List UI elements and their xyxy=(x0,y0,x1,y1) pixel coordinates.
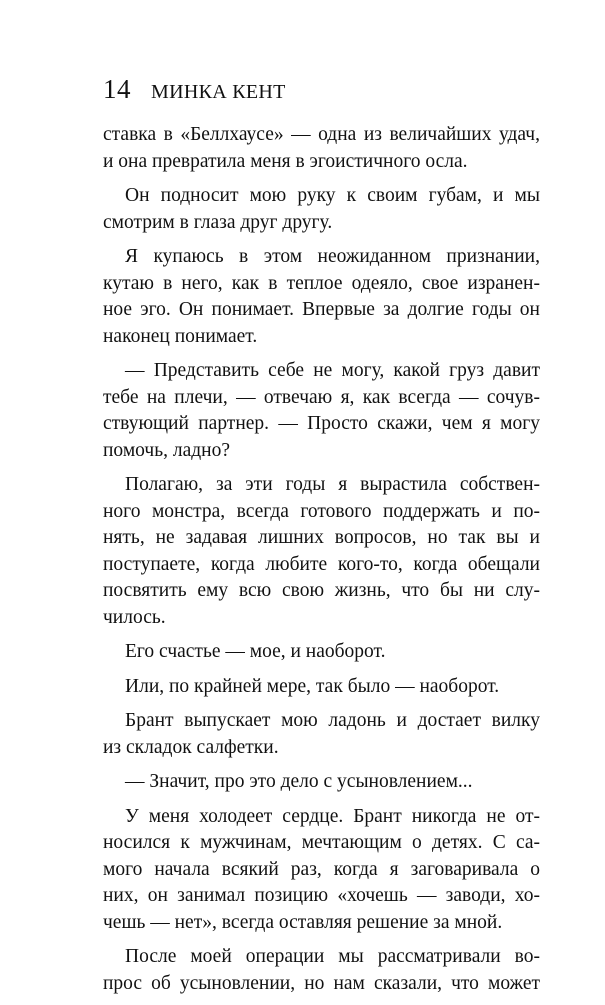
text-line: мого начала всякий раз, когда я заговаривала о xyxy=(103,858,540,880)
paragraph-5 xyxy=(103,472,540,631)
author-name: МИНКА КЕНТ xyxy=(151,81,286,103)
paragraph-3 xyxy=(103,244,540,350)
paragraph-2 xyxy=(103,183,540,236)
text-line: и она превратила меня в эгоистичного осла. xyxy=(103,150,468,172)
text-line: прос об усыновлении, но нам сказали, что может xyxy=(103,972,540,994)
text-line: Полагаю, за эти годы я вырастила собствен- xyxy=(125,474,540,495)
text-line: чилось. xyxy=(103,606,166,628)
text-line: — Представить себе не могу, какой груз давит xyxy=(125,360,540,381)
paragraph-10 xyxy=(103,804,540,937)
text-line: помочь, ладно? xyxy=(103,439,230,461)
text-line: кутаю в него, как в теплое одеяло, свое изранен- xyxy=(103,272,540,294)
paragraph-1 xyxy=(103,122,540,175)
text-line: них, он занимал позицию «хочешь — заводи, хо- xyxy=(103,885,540,906)
text-line: Его счастье — мое, и наоборот. xyxy=(125,641,386,662)
text-line: Или, по крайней мере, так было — наоборот. xyxy=(125,675,500,697)
paragraph-4 xyxy=(103,358,540,464)
text-line: поступаете, когда любите кого-то, когда обещали xyxy=(103,553,540,575)
text-line: ставка в «Беллхаусе» — одна из величайших удач, xyxy=(103,124,540,145)
paragraph-7 xyxy=(103,674,540,701)
text-line: смотрим в глаза друг другу. xyxy=(103,211,333,233)
text-line: После моей операции мы рассматривали во- xyxy=(125,946,540,967)
text-line: ное эго. Он понимает. Впервые за долгие годы он xyxy=(103,299,540,320)
text-line: ного монстра, всегда готового поддержать и по- xyxy=(103,500,540,522)
text-line: У меня холодеет сердце. Брант никогда не от- xyxy=(125,805,540,827)
text-line: Он подносит мою руку к своим губам, и мы xyxy=(125,185,540,206)
text-line: Брант выпускает мою ладонь и достает вилку xyxy=(125,710,540,731)
text-line: посвятить ему всю свою жизнь, что бы ни слу- xyxy=(103,580,540,601)
paragraph-11 xyxy=(103,944,540,997)
text-line: нять, не задавая лишних вопросов, но так вы и xyxy=(103,527,540,548)
text-line: носился к мужчинам, мечтающим о детях. С са- xyxy=(103,832,540,853)
page-number: 14 xyxy=(103,74,131,104)
paragraph-9 xyxy=(103,769,540,796)
running-head xyxy=(103,72,286,106)
text-line: наконец понимает. xyxy=(103,325,258,347)
text-line: Я купаюсь в этом неожиданном признании, xyxy=(125,246,540,267)
text-line: тебе на плечи, — отвечаю я, как всегда — сочув- xyxy=(103,386,540,408)
text-line: чешь — нет», всегда оставляя решение за мной. xyxy=(103,911,503,933)
text-line: из складок салфетки. xyxy=(103,736,279,758)
paragraph-6 xyxy=(103,639,540,666)
text-line: — Значит, про это дело с усыновлением... xyxy=(125,771,473,792)
text-line: ствующий партнер. — Просто скажи, чем я могу xyxy=(103,413,540,434)
body-text xyxy=(103,122,540,1005)
paragraph-8 xyxy=(103,708,540,761)
